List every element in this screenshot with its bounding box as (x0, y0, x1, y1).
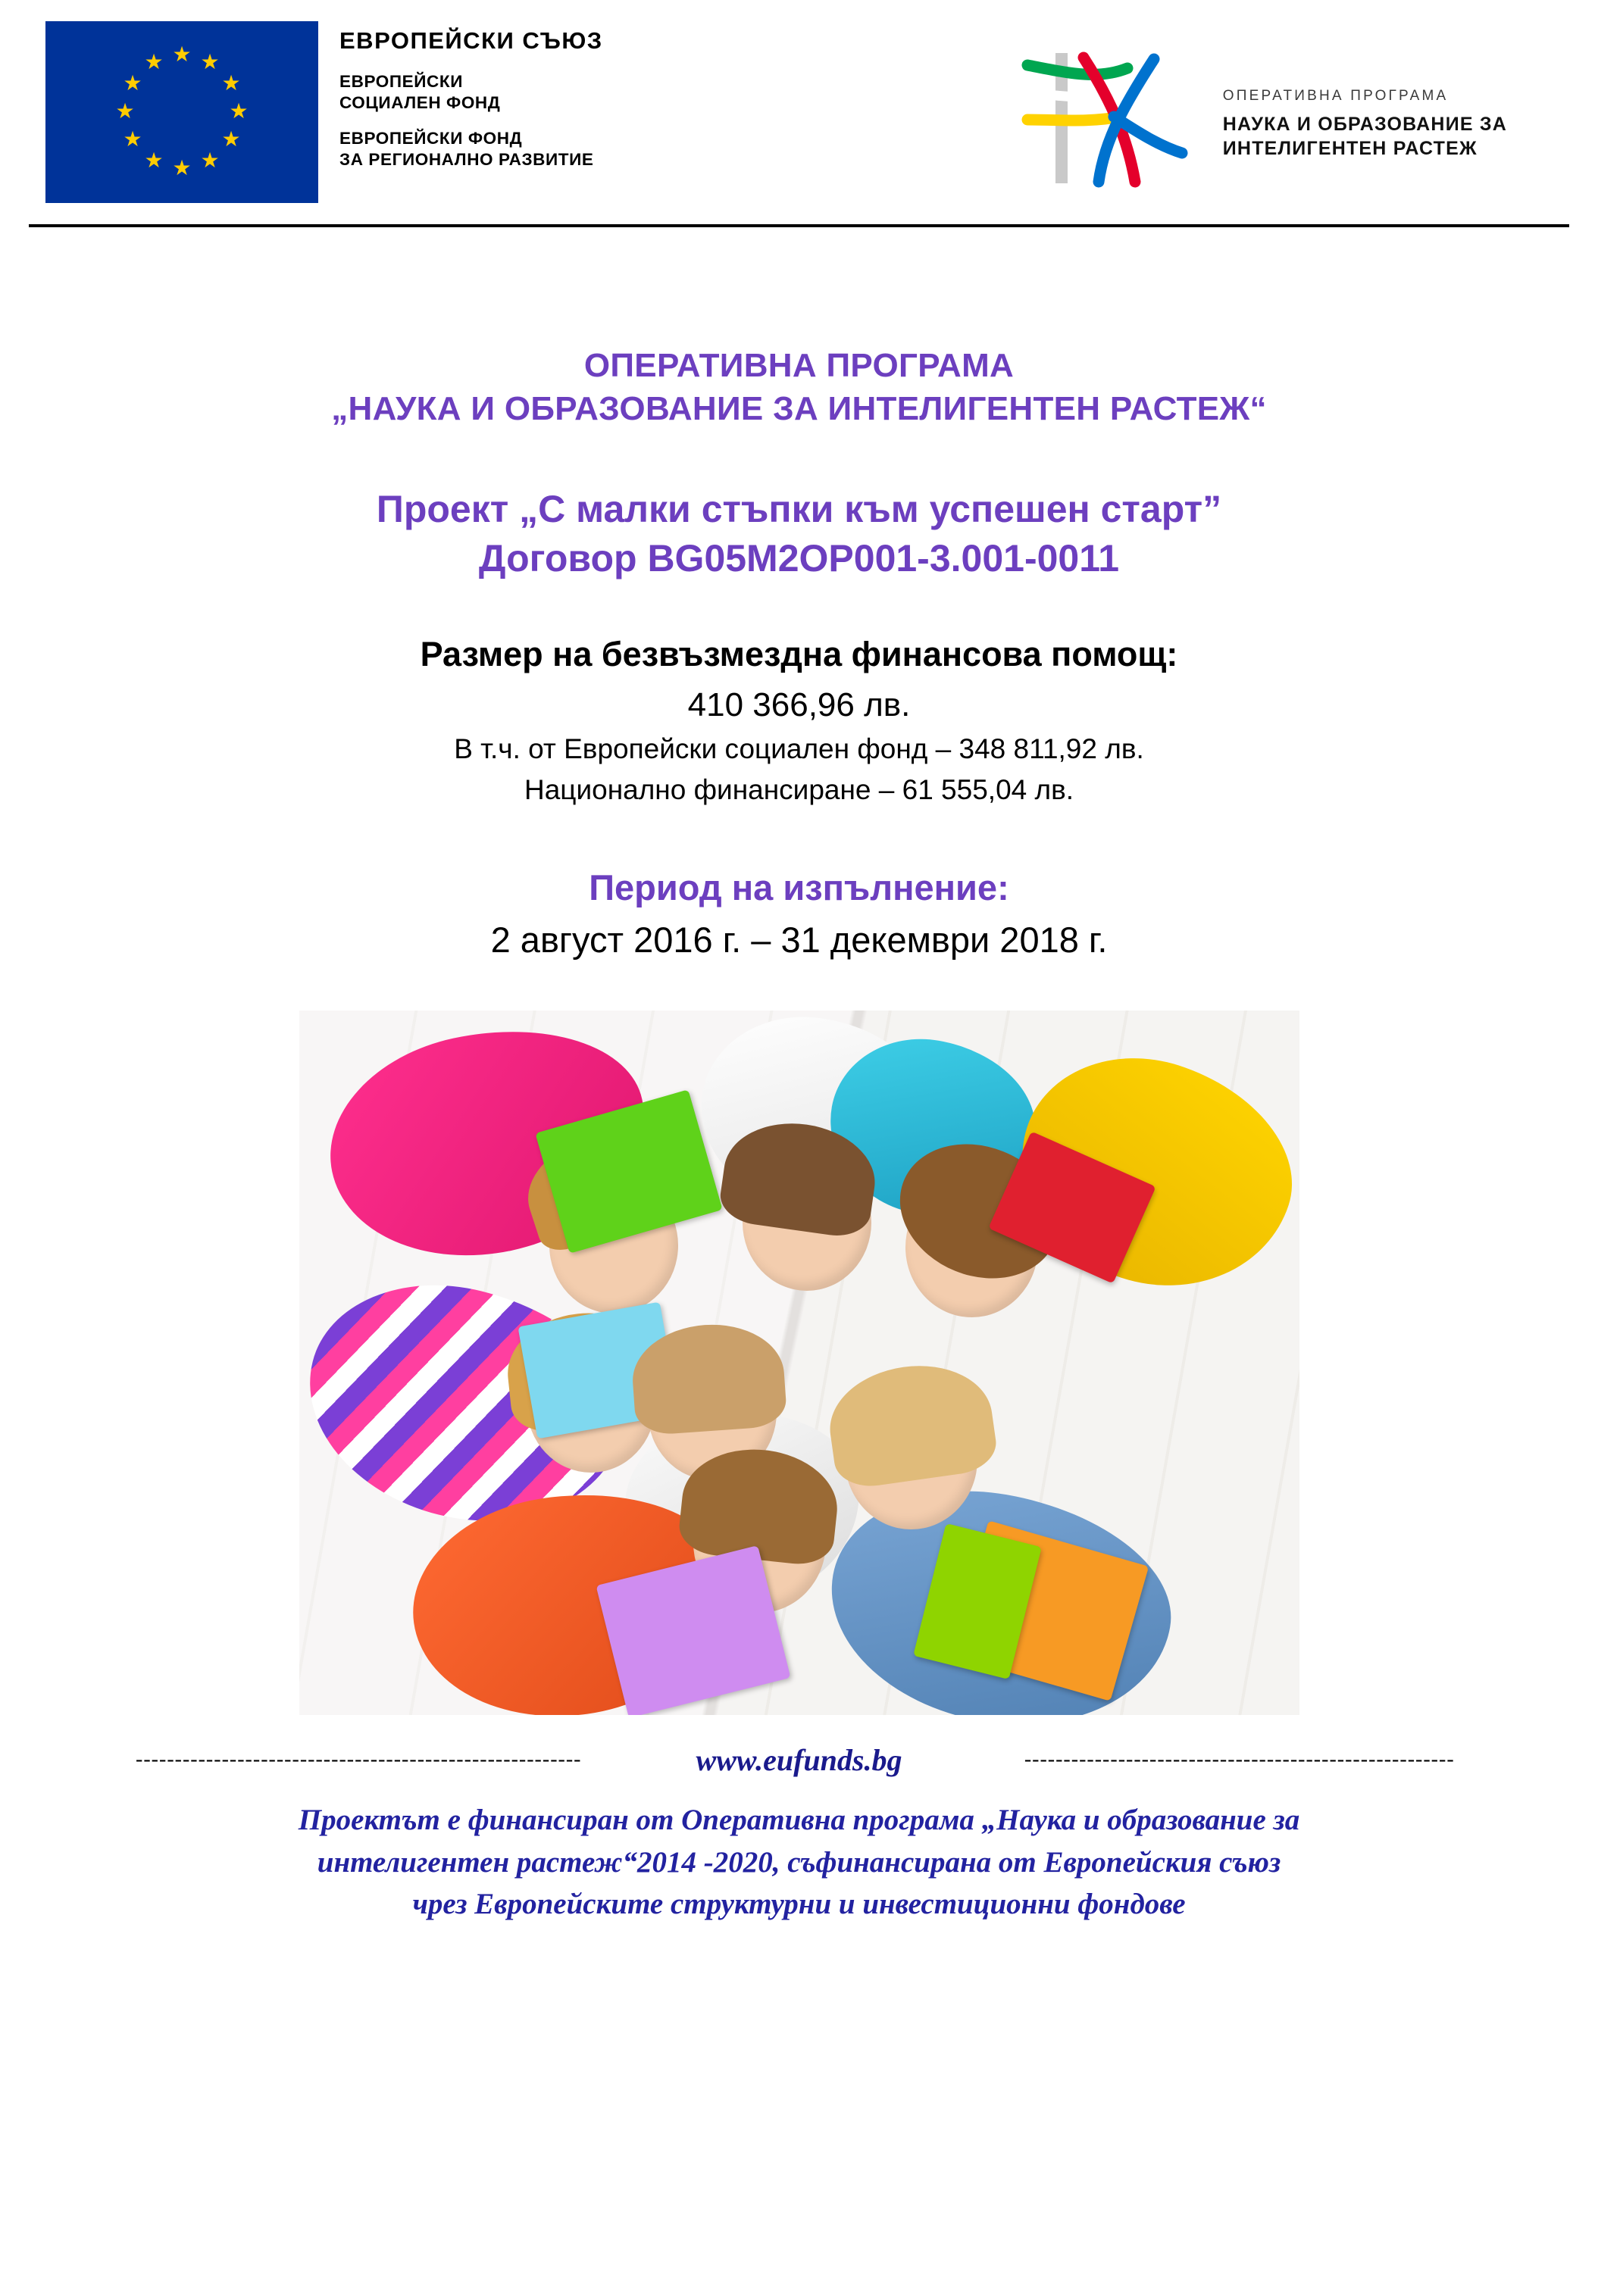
grant-amount: 410 366,96 лв. (687, 686, 911, 724)
footer-dashes-left: --------------------------------------------------------- (136, 1747, 582, 1771)
eufunds-link[interactable]: www.eufunds.bg (696, 1743, 902, 1778)
document-footer (0, 1742, 1598, 1925)
header-divider (29, 224, 1569, 227)
op-logo-small-text: ОПЕРАТИВНА ПРОГРАМА (1222, 88, 1449, 104)
program-title-line1: ОПЕРАТИВНА ПРОГРАМА (583, 347, 1015, 384)
footer-dashes-right: ------------------------------------------------------- (1024, 1747, 1455, 1771)
eu-fund-esf-line2: СОЦИАЛЕН ФОНД (339, 93, 501, 113)
eu-text-block (339, 21, 603, 184)
op-logo-line1: НАУКА И ОБРАЗОВАНИЕ ЗА (1222, 114, 1507, 135)
project-title (68, 485, 1530, 583)
eu-stars-group: ★ ★ ★ ★ ★ ★ ★ ★ ★ ★ ★ ★ (115, 42, 249, 180)
footer-disclaimer-line2: интелигентен растеж“2014 -2020, съфинансирана от Европейския съюз (317, 1845, 1281, 1879)
grant-esf-amount: В т.ч. от Европейски социален фонд – 348 811,92 лв. (454, 733, 1144, 765)
eu-emblem-block (45, 21, 603, 203)
op-logo-line2: ИНТЕЛИГЕНТЕН РАСТЕЖ (1222, 138, 1478, 159)
children-photo (299, 1011, 1299, 1715)
period-label: Период на изпълнение: (589, 867, 1009, 908)
document-header (0, 0, 1598, 220)
eu-fund-erdf (339, 128, 603, 171)
footer-disclaimer-line3: чрез Европейските структурни и инвестиционни фондове (412, 1888, 1186, 1921)
contract-number: Договор BG05M2OP001-3.001-0011 (478, 537, 1120, 580)
program-title-line2: „НАУКА И ОБРАЗОВАНИЕ ЗА ИНТЕЛИГЕНТЕН РАСТЕЖ“ (331, 390, 1267, 428)
op-program-logo-icon (1014, 47, 1203, 191)
program-title (68, 344, 1530, 430)
document-body (0, 344, 1598, 1715)
footer-disclaimer-line1: Проектът е финансиран от Оперативна програма „Наука и образование за (298, 1804, 1300, 1837)
eu-flag-icon (45, 21, 318, 203)
eu-fund-esf (339, 71, 603, 114)
op-logo-block (1014, 21, 1553, 191)
eu-fund-erdf-line1: ЕВРОПЕЙСКИ ФОНД (339, 128, 523, 148)
footer-disclaimer (30, 1799, 1568, 1925)
grant-label: Размер на безвъзмездна финансова помощ: (420, 635, 1178, 674)
op-logo-text (1223, 77, 1507, 161)
eu-fund-erdf-line2: ЗА РЕГИОНАЛНО РАЗВИТИЕ (339, 150, 594, 170)
period-value: 2 август 2016 г. – 31 декември 2018 г. (490, 920, 1108, 961)
eu-title: ЕВРОПЕЙСКИ СЪЮЗ (339, 27, 603, 54)
grant-national-amount: Национално финансиране – 61 555,04 лв. (524, 774, 1074, 806)
project-name: Проект „С малки стъпки към успешен старт” (376, 488, 1222, 531)
eu-fund-esf-line1: ЕВРОПЕЙСКИ (339, 72, 463, 91)
footer-site-line (30, 1742, 1568, 1778)
